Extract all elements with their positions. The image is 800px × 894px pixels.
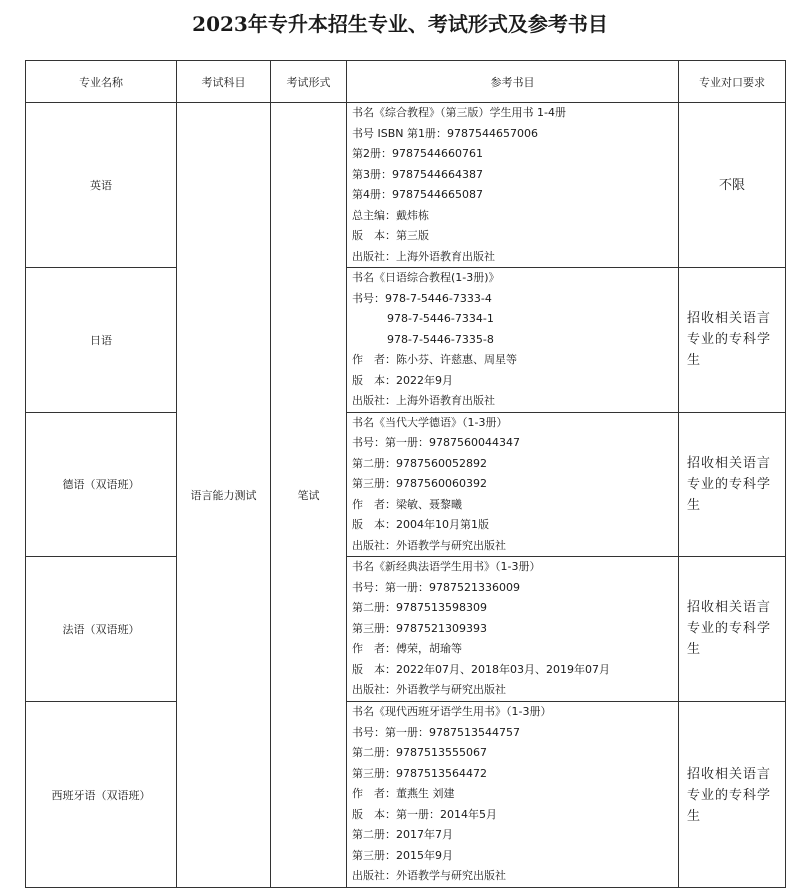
- header-subject: 考试科目: [177, 61, 271, 103]
- admission-table: [25, 60, 786, 888]
- book-line: 第二册：9787513598309: [352, 601, 487, 614]
- book-line: 书号：第一册：9787560044347: [352, 436, 520, 449]
- book-line: 书名《新经典法语学生用书》（1-3册）: [352, 560, 541, 573]
- books-cell: [347, 103, 679, 268]
- book-line: 版 本：第三版: [352, 229, 429, 242]
- requirement-text: 招收相关语言专业的专科学生: [687, 600, 772, 657]
- book-line: 版 本：2004年10月第1版: [352, 518, 489, 531]
- book-line: 版 本：2022年07月、2018年03月、2019年07月: [352, 662, 610, 676]
- major-cell: 日语: [26, 268, 177, 413]
- book-line: 书名《综合教程》（第三版）学生用书 1-4册: [352, 106, 566, 119]
- book-line: 第4册：9787544665087: [352, 188, 483, 201]
- book-line: 书号 ISBN 第1册：9787544657006: [352, 126, 538, 140]
- header-exam-form: 考试形式: [271, 61, 347, 103]
- requirement-cell: [679, 268, 786, 413]
- book-line: 出版社：上海外语教育出版社: [352, 394, 495, 407]
- book-line: 作 者：梁敏、聂黎曦: [352, 497, 462, 511]
- major-cell: 英语: [26, 103, 177, 268]
- table-row: [26, 268, 786, 413]
- table-header-row: [26, 61, 786, 103]
- book-line: 978-7-5446-7334-1: [387, 312, 494, 325]
- books-cell: [347, 702, 679, 888]
- book-line: 第三册：9787521309393: [352, 621, 487, 635]
- book-line: 书号：978-7-5446-7333-4: [352, 291, 492, 305]
- header-major: 专业名称: [26, 61, 177, 103]
- book-line: 书名《现代西班牙语学生用书》（1-3册）: [352, 705, 552, 718]
- page-title: 2023年专升本招生专业、考试形式及参考书目: [192, 12, 608, 36]
- subject-cell: 语言能力测试: [177, 103, 271, 888]
- requirement-text: 招收相关语言专业的专科学生: [687, 767, 772, 824]
- book-line: 书名《日语综合教程(1-3册)》: [352, 271, 500, 284]
- table-row: [26, 557, 786, 702]
- book-line: 出版社：上海外语教育出版社: [352, 249, 495, 263]
- book-line: 第三册：9787560060392: [352, 477, 487, 490]
- table-row: [26, 103, 786, 268]
- book-line: 版 本：2022年9月: [352, 373, 453, 387]
- table-row: [26, 412, 786, 557]
- books-cell: [347, 268, 679, 413]
- book-line: 书号：第一册：9787521336009: [352, 580, 520, 594]
- major-cell: 西班牙语（双语班）: [26, 702, 177, 888]
- requirement-cell: [679, 557, 786, 702]
- header-requirement: 专业对口要求: [679, 61, 786, 103]
- book-line: 第三册：2015年9月: [352, 848, 453, 862]
- header-reference-books: 参考书目: [347, 61, 679, 103]
- requirement-cell: [679, 702, 786, 888]
- table-row: [26, 702, 786, 888]
- books-cell: [347, 412, 679, 557]
- major-cell: 法语（双语班）: [26, 557, 177, 702]
- book-line: 出版社：外语教学与研究出版社: [352, 538, 506, 552]
- book-line: 书号：第一册：9787513544757: [352, 725, 520, 739]
- book-line: 作 者：董燕生 刘建: [352, 787, 455, 800]
- book-line: 出版社：外语教学与研究出版社: [352, 869, 506, 882]
- book-line: 第3册：9787544664387: [352, 167, 483, 181]
- requirement-text: 不限: [718, 178, 745, 193]
- major-cell: 德语（双语班）: [26, 412, 177, 557]
- exam-form-cell: 笔试: [271, 103, 347, 888]
- requirement-cell: [679, 412, 786, 557]
- book-line: 978-7-5446-7335-8: [387, 332, 494, 346]
- book-line: 第二册：9787513555067: [352, 746, 487, 759]
- book-line: 总主编：戴炜栋: [352, 208, 429, 222]
- book-line: 第2册：9787544660761: [352, 147, 483, 160]
- requirement-text: 招收相关语言专业的专科学生: [687, 311, 772, 368]
- book-line: 第二册：9787560052892: [352, 456, 487, 470]
- book-line: 版 本：第一册：2014年5月: [352, 807, 497, 821]
- book-line: 书名《当代大学德语》（1-3册）: [352, 415, 508, 429]
- book-line: 作 者：傅荣，胡瑜等: [352, 642, 462, 655]
- books-cell: [347, 557, 679, 702]
- book-line: 第三册：9787513564472: [352, 766, 487, 780]
- book-line: 出版社：外语教学与研究出版社: [352, 683, 506, 696]
- book-line: 第二册：2017年7月: [352, 828, 453, 841]
- requirement-text: 招收相关语言专业的专科学生: [687, 455, 772, 513]
- requirement-cell: [679, 103, 786, 268]
- book-line: 作 者：陈小芬、许慈惠、周星等: [352, 353, 517, 366]
